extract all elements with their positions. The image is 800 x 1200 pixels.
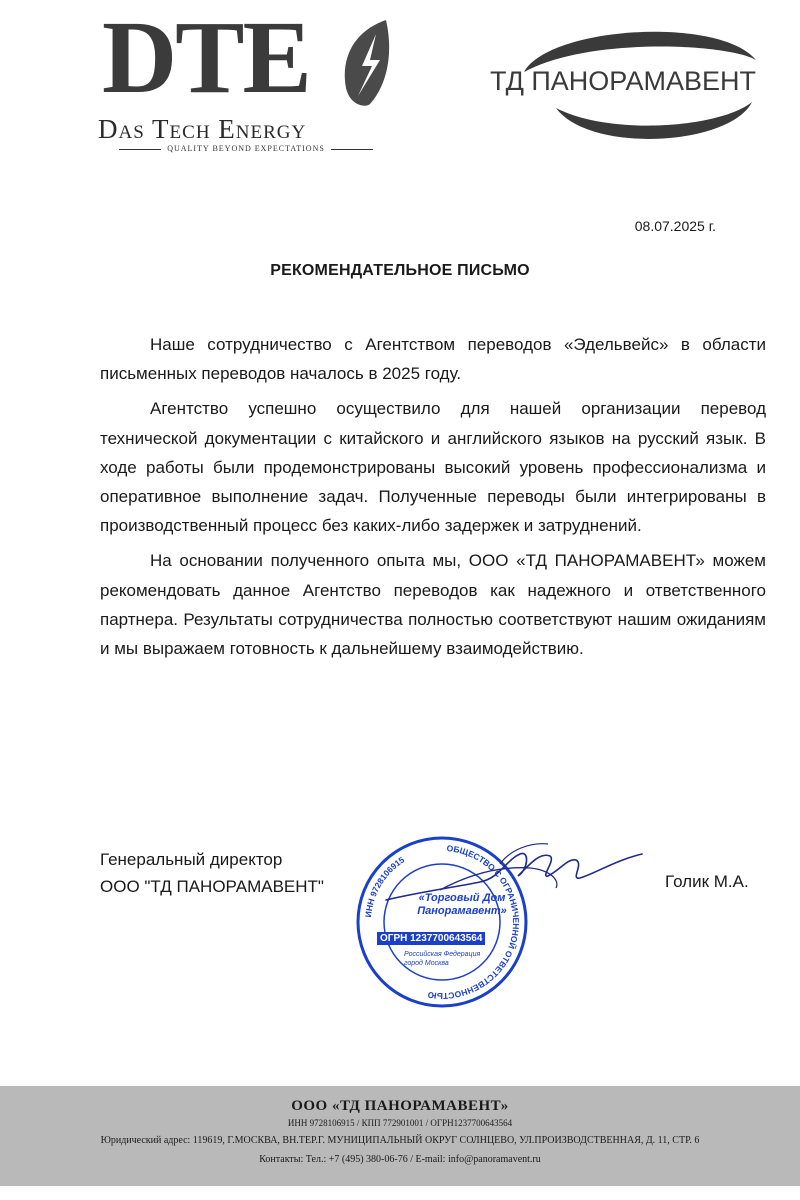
signatory-block xyxy=(100,846,324,900)
dte-logo-abbr: DTE xyxy=(102,0,310,115)
stamp-location-line: город Москва xyxy=(404,960,449,967)
footer-company-ids: ИНН 9728106915 / КПП 772901001 / ОГРН1237700643564 xyxy=(287,1118,513,1128)
dte-logo xyxy=(96,0,396,155)
stamp-location-line: Российская Федерация xyxy=(404,951,481,958)
stamp-ring-left-text: ИНН 9728106915 xyxy=(363,854,407,918)
letter-paragraph: Агентство успешно осуществило для нашей организации перевод технической документации с китайского и английского языков на русский язык. В ходе работы были продемонстрированы высокий уровень профессионализма и оперативное выполнение задач. Полученные переводы были интегрированы в производственный процесс без каких-либо задержек и затруднений. xyxy=(100,399,766,536)
footer-company-name: ООО «ТД ПАНОРАМАВЕНТ» xyxy=(291,1098,509,1114)
signatory-name: Голик М.А. xyxy=(665,872,749,891)
dte-logo-tagline: QUALITY BEYOND EXPECTATIONS xyxy=(96,144,396,153)
footer-address: Юридический адрес: 119619, Г.МОСКВА, ВН.ТЕР.Г. МУНИЦИПАЛЬНЫЙ ОКРУГ СОЛНЦЕВО, УЛ.ПРОИЗВОДСТВЕННАЯ, Д. 11, СТР. 6 xyxy=(100,1135,700,1146)
letter-body xyxy=(100,330,766,669)
stamp-location xyxy=(404,950,480,968)
dte-logo-name: Das Tech Energy xyxy=(98,114,307,144)
letter-paragraph: На основании полученного опыта мы, ООО «ТД ПАНОРАМАВЕНТ» можем рекомендовать данное Агентство переводов как надежного и ответственного партнера. Результаты сотрудничества полностью соответствуют нашим ожиданиям и мы выражаем готовность к дальнейшему взаимодействию. xyxy=(100,551,766,659)
handwritten-signature xyxy=(380,830,650,920)
stamp-name-line: «Торговый Дом xyxy=(418,892,506,904)
letter-title: РЕКОМЕНДАТЕЛЬНОЕ ПИСЬМО xyxy=(270,262,530,279)
stamp-name-line: Панорамавент» xyxy=(417,905,507,917)
letter-date: 08.07.2025 г. xyxy=(634,218,716,234)
footer-contacts: Контакты: Тел.: +7 (495) 380-06-76 / E-mail: info@panoramavent.ru xyxy=(259,1154,541,1165)
letterhead-footer xyxy=(0,1086,800,1186)
panoramavent-logo xyxy=(480,22,792,152)
panoramavent-logo-text: ТД ПАНОРАМАВЕНТ xyxy=(490,66,757,96)
signatory-position: Генеральный директор xyxy=(100,850,283,869)
stamp-ogrn: ОГРН 1237700643564 xyxy=(377,932,485,945)
signatory-company: ООО "ТД ПАНОРАМАВЕНТ" xyxy=(100,877,324,896)
lightning-leaf-icon xyxy=(336,16,396,111)
stamp-ring-top-text: ОБЩЕСТВО С ОГРАНИЧЕННОЙ ОТВЕТСТВЕННОСТЬЮ xyxy=(427,843,522,1002)
letter-paragraph: Наше сотрудничество с Агентством переводов «Эдельвейс» в области письменных переводов началось в 2025 году. xyxy=(100,335,766,384)
